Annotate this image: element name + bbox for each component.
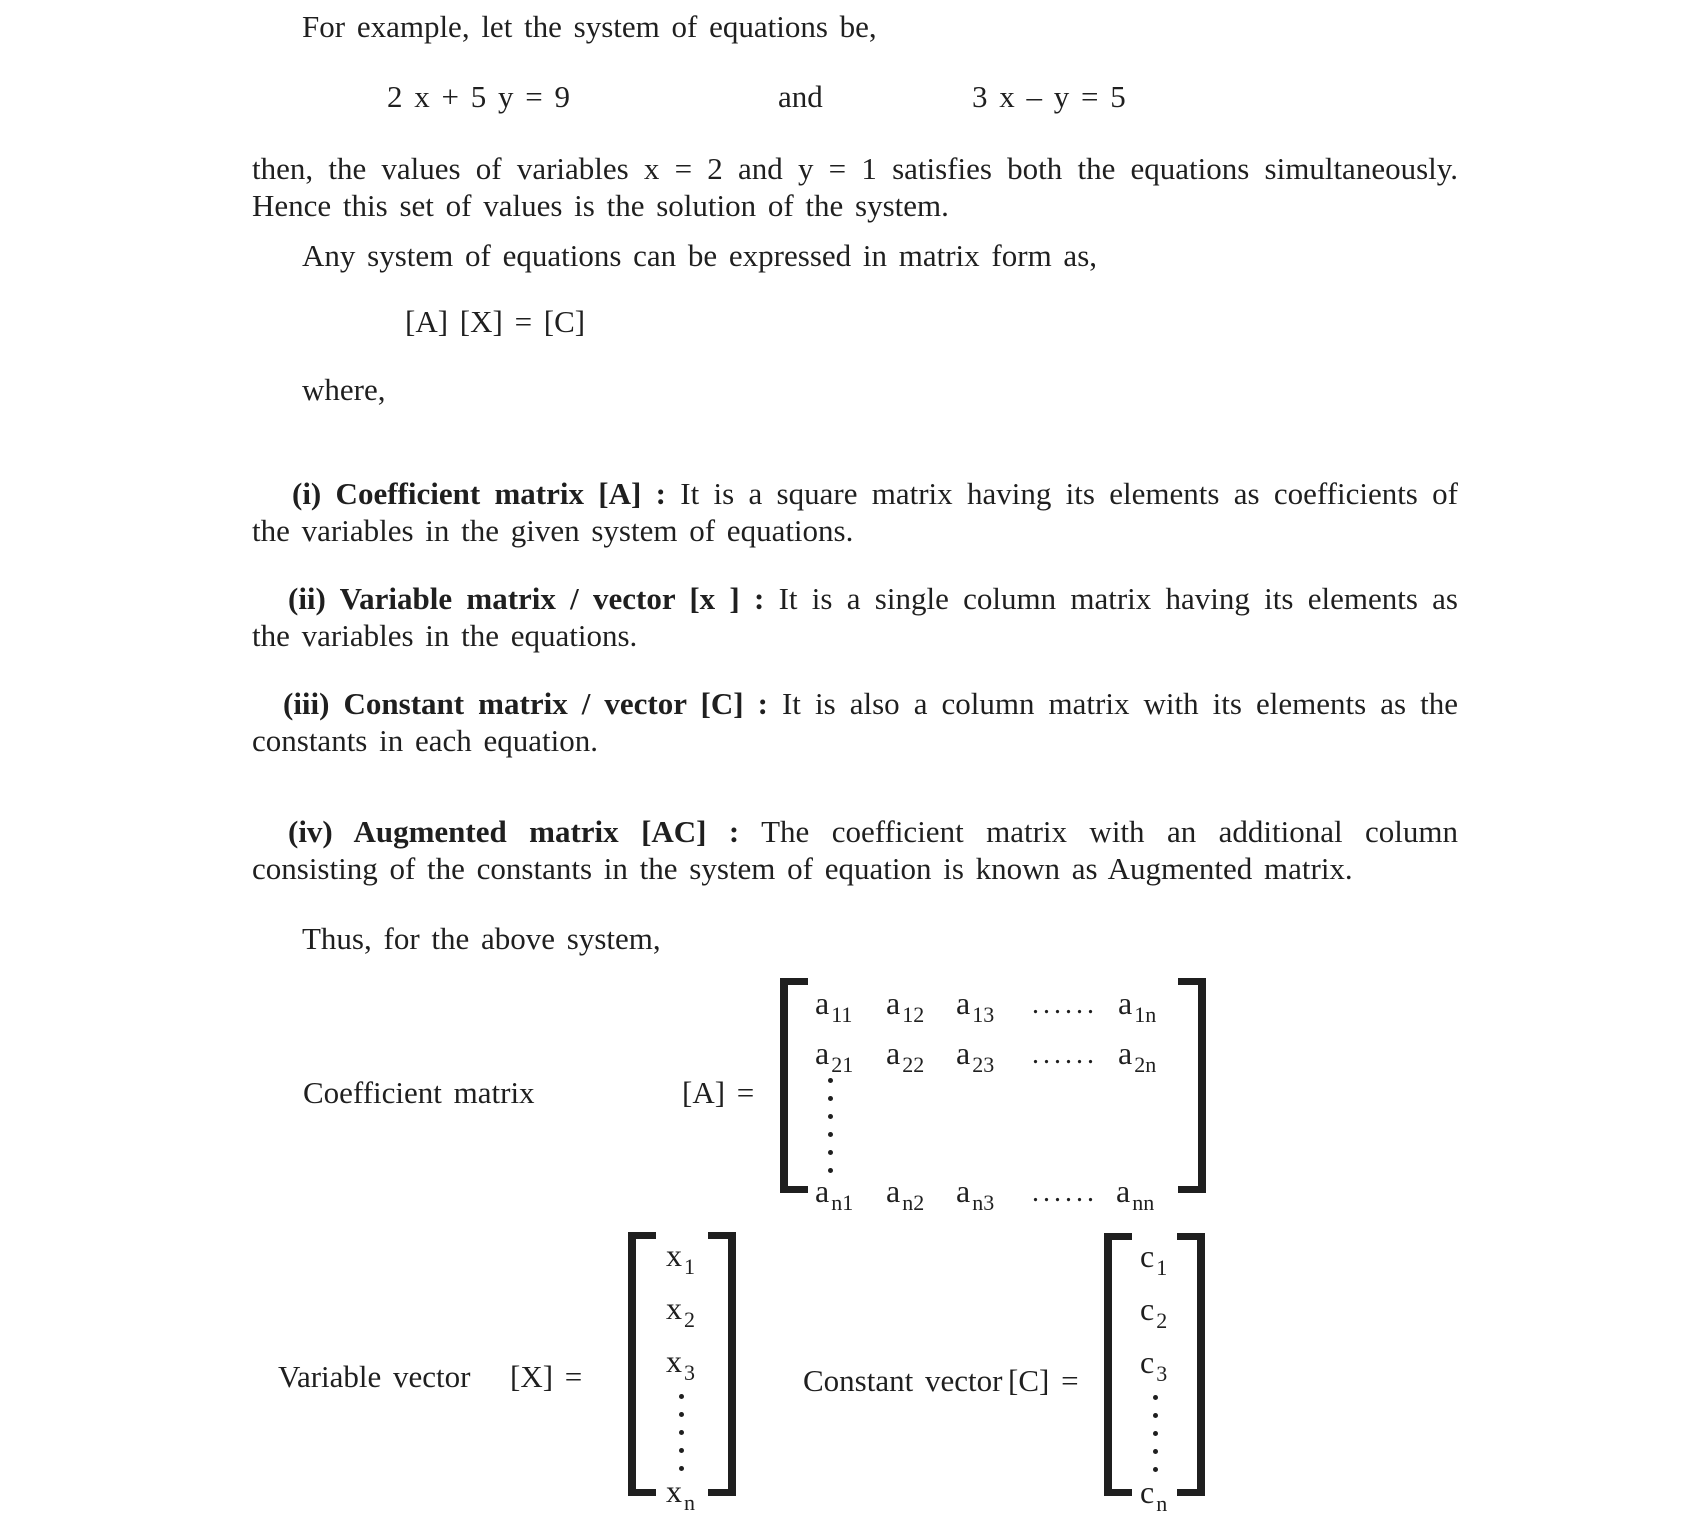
definition-i-term: (i) Coefficient matrix [A] :: [292, 476, 666, 511]
matrix-hdots: ......: [1032, 989, 1098, 1020]
definition-iii-rest: It is also a column matrix with its elements as the: [781, 686, 1459, 721]
intro-line: For example, let the system of equations be,: [302, 9, 877, 44]
definition-i-line1: [292, 475, 1458, 512]
matrix-hdots: ......: [1032, 1039, 1098, 1070]
definition-ii-line1: [288, 580, 1458, 617]
where-label: where,: [302, 372, 386, 407]
left-bracket: [780, 978, 808, 1193]
right-bracket: [1178, 978, 1206, 1193]
vector-entry: $x_n$: [666, 1473, 695, 1515]
vector-entry: $x_3$: [666, 1343, 695, 1385]
definition-iii-term: (iii) Constant matrix / vector [C] :: [283, 686, 768, 721]
definition-ii-term: (ii) Variable matrix / vector [x ] :: [288, 581, 765, 616]
right-bracket: [1177, 1233, 1205, 1496]
definition-ii-rest: It is a single column matrix having its elements as: [778, 581, 1458, 616]
matrix-entry: $a_{n3}$: [956, 1173, 995, 1215]
matrix-entry: $a_{n2}$: [886, 1173, 925, 1215]
vector-c-symbol: [C]: [1008, 1363, 1050, 1398]
matrix-entry: $a_{13}$: [956, 985, 995, 1027]
thus-line: Thus, for the above system,: [302, 921, 661, 956]
coefficient-matrix: [780, 978, 1206, 1215]
matrix-entry: $a_{n1}$: [815, 1173, 854, 1215]
matrix-form-intro: Any system of equations can be expressed in matrix form as,: [302, 238, 1098, 273]
matrix-entry: $a_{21}$: [815, 1035, 854, 1077]
vector-entry: $c_3$: [1140, 1344, 1168, 1386]
matrix-entry: $a_{11}$: [815, 985, 853, 1027]
equals-sign: =: [736, 1075, 755, 1110]
variable-vector-label: Variable vector: [278, 1359, 471, 1394]
vertical-dots-icon: [1153, 1395, 1158, 1472]
definition-iii-line2: constants in each equation.: [252, 723, 599, 758]
matrix-form-equation: [A] [X] = [C]: [405, 304, 586, 339]
definition-iv-term: (iv) Augmented matrix [AC] :: [288, 814, 740, 849]
definition-i-rest: It is a square matrix having its elements as coefficients of: [680, 476, 1458, 511]
left-bracket: [628, 1232, 656, 1496]
variable-vector-symbol: [510, 1358, 582, 1395]
equals-sign: =: [1061, 1363, 1079, 1398]
definition-ii-line2: the variables in the equations.: [252, 618, 638, 653]
vector-entry: $x_2$: [666, 1290, 695, 1332]
matrix-hdots: ......: [1032, 1177, 1098, 1208]
matrix-entry: $a_{12}$: [886, 985, 925, 1027]
equation-right: 3 x – y = 5: [972, 79, 1126, 114]
matrix-entry: $a_{nn}$: [1116, 1173, 1155, 1215]
definition-iv-line2: consisting of the constants in the system of equation is known as Augmented matrix.: [252, 851, 1353, 886]
matrix-entry: $a_{23}$: [956, 1035, 995, 1077]
definition-iii-line1: [283, 685, 1458, 722]
matrix-a-symbol: [A]: [682, 1075, 726, 1110]
definition-iv-rest: The coefficient matrix with an additional column: [761, 814, 1458, 849]
solution-paragraph-line1: then, the values of variables x = 2 and y = 1 satisfies both the equations simultaneously.: [252, 151, 1458, 186]
vertical-dots-icon: [679, 1394, 684, 1471]
variable-vector-matrix: [628, 1232, 736, 1515]
matrix-entry: $a_{2n}$: [1118, 1035, 1157, 1077]
vector-entry: $x_1$: [666, 1237, 695, 1279]
vector-entry: $c_2$: [1140, 1291, 1168, 1333]
definition-i-line2: the variables in the given system of equations.: [252, 513, 854, 548]
right-bracket: [708, 1232, 736, 1496]
matrix-entry: $a_{22}$: [886, 1035, 925, 1077]
coefficient-matrix-label: Coefficient matrix: [303, 1075, 535, 1110]
conjunction-and: and: [778, 79, 823, 114]
vector-entry: $c_1$: [1140, 1238, 1168, 1280]
coefficient-matrix-symbol: [682, 1074, 754, 1111]
constant-vector-symbol: [1008, 1362, 1079, 1399]
vertical-dots-icon: [828, 1078, 833, 1173]
left-bracket: [1104, 1233, 1132, 1496]
constant-vector-matrix: [1104, 1233, 1205, 1516]
vector-x-symbol: [X]: [510, 1359, 554, 1394]
equation-left: 2 x + 5 y = 9: [387, 79, 570, 114]
constant-vector-label: Constant vector: [803, 1363, 1003, 1398]
solution-paragraph-line2: Hence this set of values is the solution of the system.: [252, 188, 949, 223]
vector-entry: $c_n$: [1140, 1474, 1168, 1516]
definition-iv-line1: [288, 813, 1458, 850]
matrix-entry: $a_{1n}$: [1118, 985, 1157, 1027]
equals-sign: =: [564, 1359, 583, 1394]
